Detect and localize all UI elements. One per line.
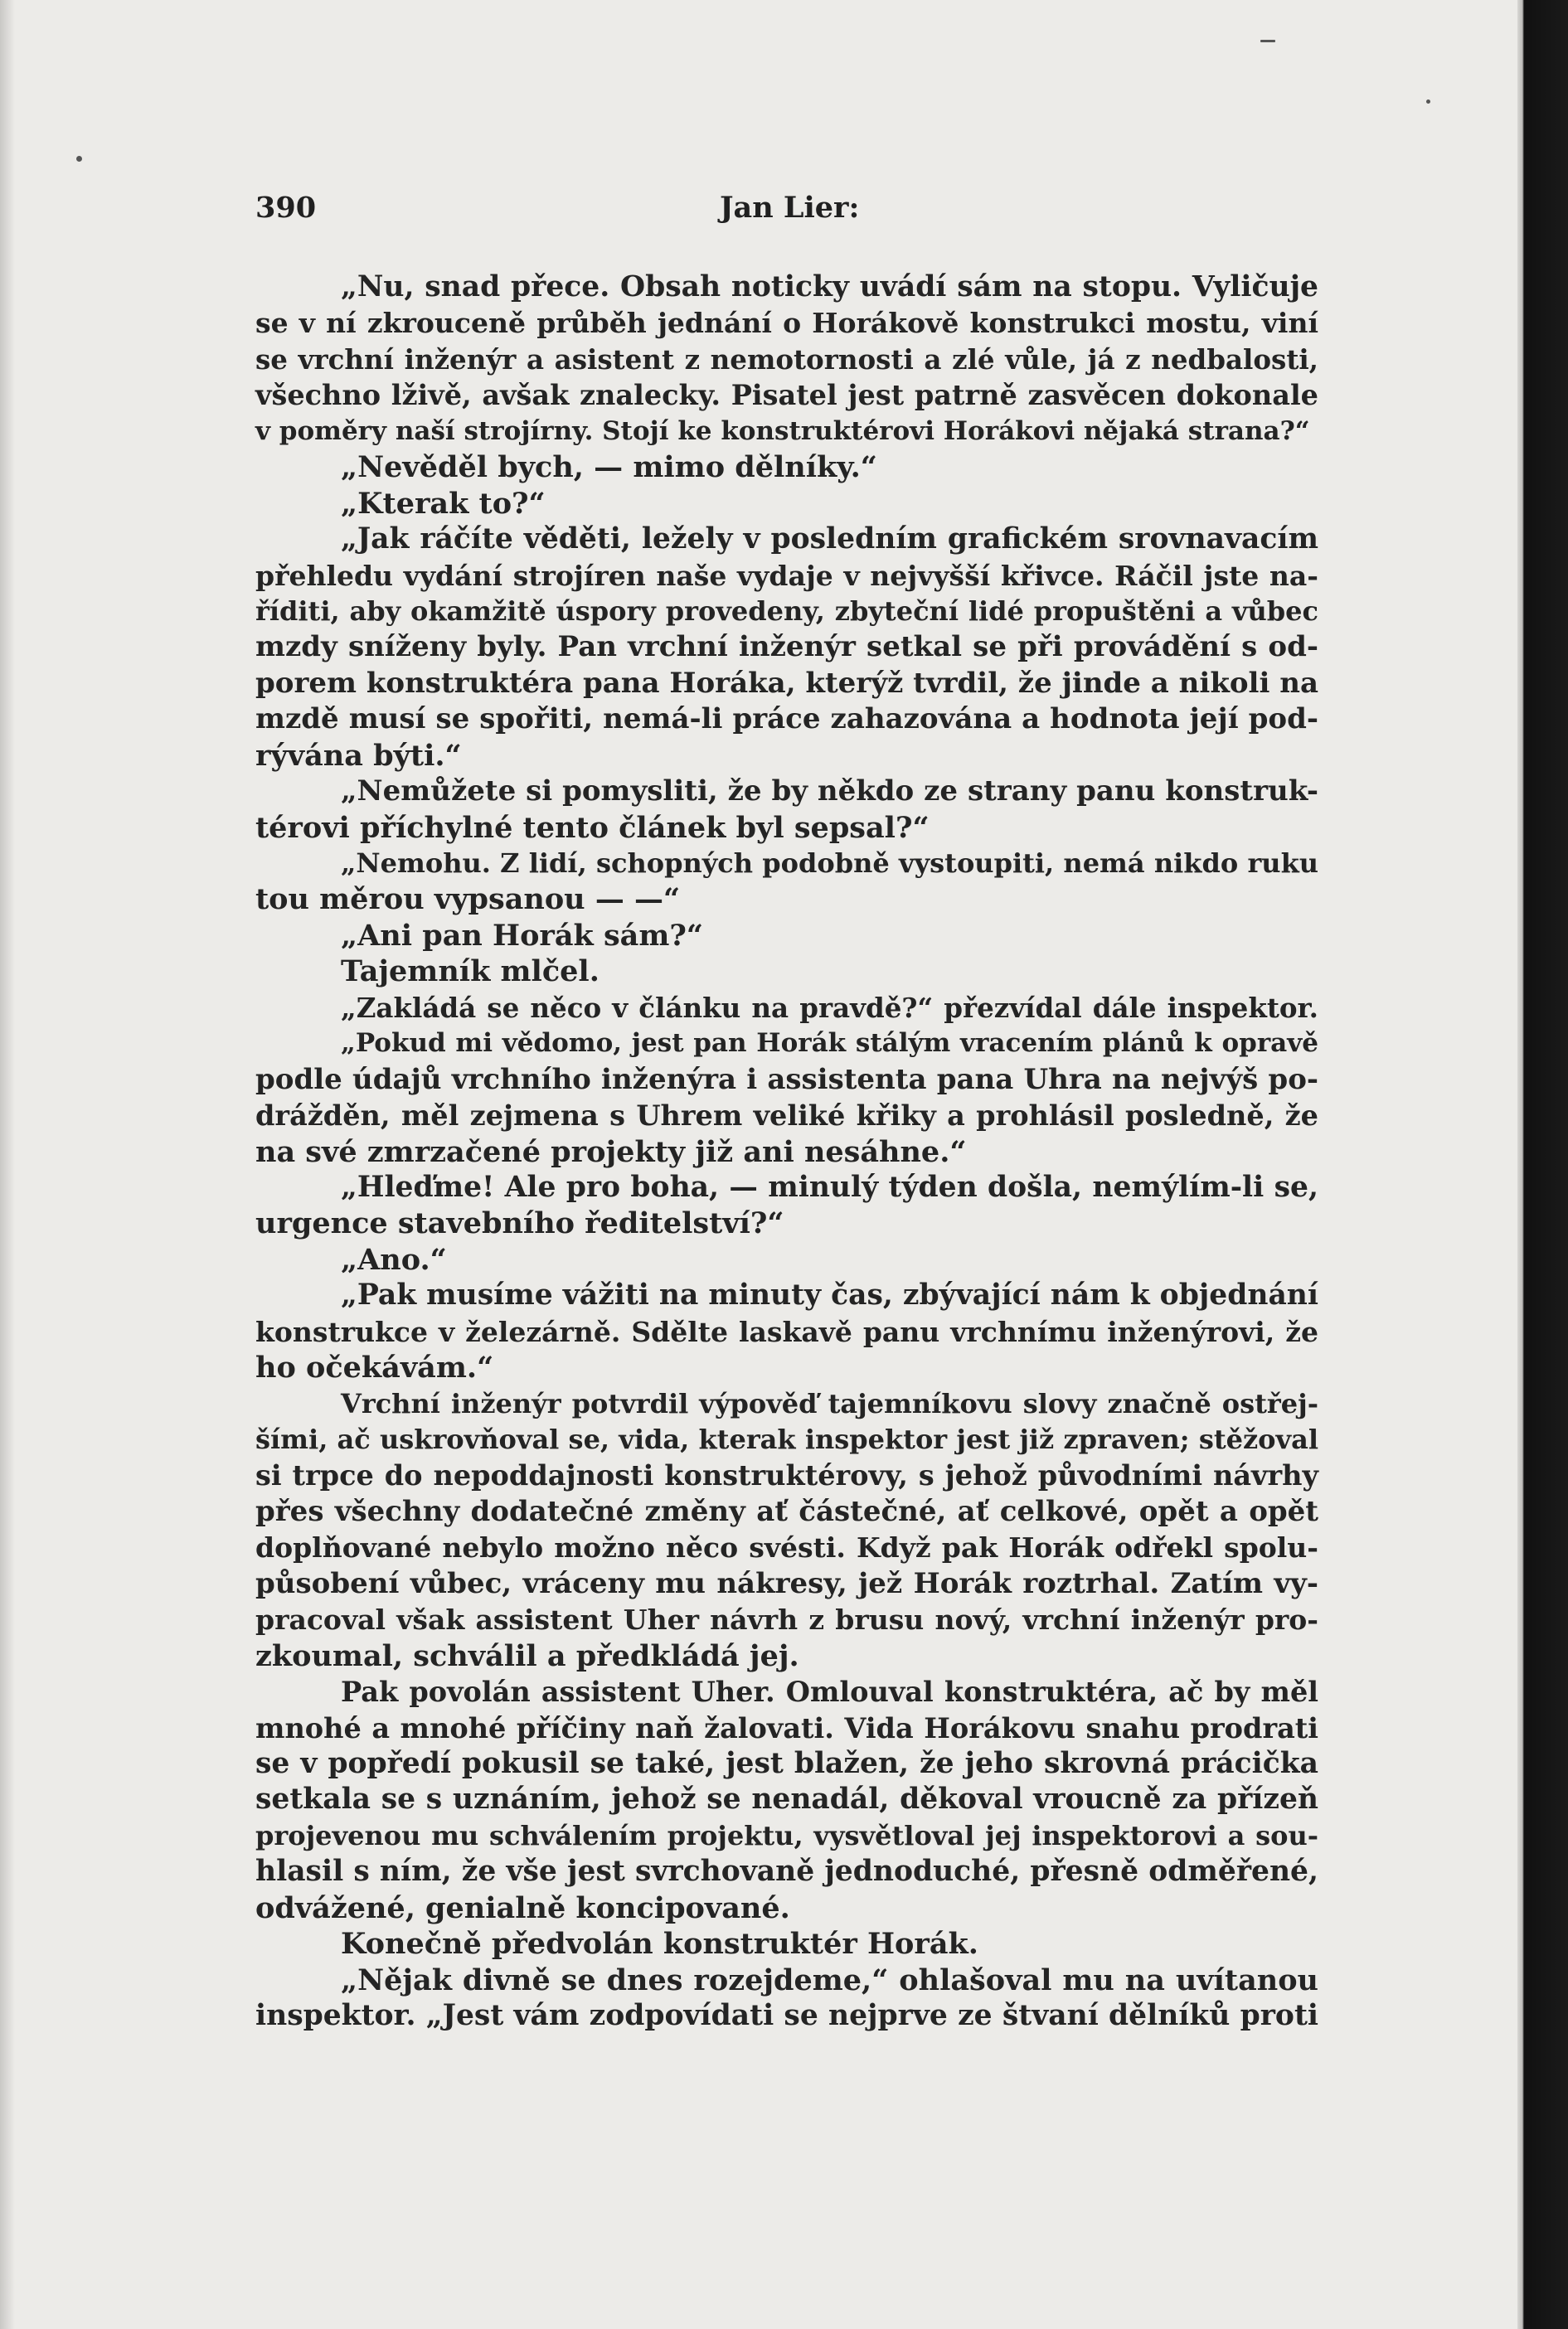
text-line: Pak povolán assistent Uher. Omlouval konstruktéra, ač by měl xyxy=(341,1676,1318,1709)
text-line: „Zakládá se něco v článku na pravdě?“ přezvídal dále inspektor. xyxy=(341,991,1318,1024)
running-head: Jan Lier: xyxy=(720,191,860,225)
body-text xyxy=(255,269,1318,2034)
text-line: projevenou mu schválením projektu, vysvětloval jej inspektorovi a sou- xyxy=(255,1819,1318,1851)
text-line: „Kterak to?“ xyxy=(341,486,546,521)
text-line: mnohé a mnohé příčiny naň žalovati. Vida Horákovu snahu prodrati xyxy=(255,1711,1318,1744)
text-line: se vrchní inženýr a asistent z nemotornosti a zlé vůle, já z nedbalosti, xyxy=(255,342,1318,376)
text-line: rývána býti.“ xyxy=(255,738,462,773)
text-line: se v popředí pokusil se také, jest blažen, že jeho skrovná prácička xyxy=(255,1746,1318,1780)
text-line: si trpce do nepoddajnosti konstruktérovy, s jehož původními návrhy xyxy=(255,1459,1318,1492)
text-line: „Hleďme! Ale pro boha, — minulý týden došla, nemýlím-li se, xyxy=(341,1170,1318,1204)
text-line: „Nevěděl bych, — mimo dělníky.“ xyxy=(341,450,877,485)
text-line: „Pak musíme vážiti na minuty čas, zbývající nám k objednání xyxy=(341,1279,1318,1312)
text-line: říditi, aby okamžitě úspory provedeny, zbyteční lidé propuštěni a vůbec xyxy=(255,594,1318,627)
text-line: ho očekávám.“ xyxy=(255,1351,494,1385)
text-line: tou měrou vypsanou — —“ xyxy=(255,882,681,917)
text-line: konstrukce v železárně. Sdělte laskavě panu vrchnímu inženýrovi, že xyxy=(255,1315,1318,1348)
text-line: setkala se s uznáním, jehož se nenadál, děkoval vroucně za přízeň xyxy=(255,1783,1318,1817)
text-line: v poměry naší strojírny. Stojí ke konstruktérovi Horákovi nějaká strana?“ xyxy=(255,415,1310,446)
scan-speck xyxy=(1426,99,1430,104)
text-line: mzdy sníženy byly. Pan vrchní inženýr setkal se při provádění s od- xyxy=(255,630,1318,664)
text-line: se v ní zkrouceně průběh jednání o Horákově konstrukci mostu, viní xyxy=(255,307,1318,340)
text-line: odvážené, genialně koncipované. xyxy=(255,1890,790,1925)
text-line: všechno lživě, avšak znalecky. Pisatel jest patrně zasvěcen dokonale xyxy=(255,379,1318,412)
text-line: inspektor. „Jest vám zodpovídati se nejprve ze štvaní dělníků proti xyxy=(255,1999,1318,2032)
scan-edge-shadow xyxy=(0,0,15,2329)
text-line: Tajemník mlčel. xyxy=(341,954,600,989)
scan-speck xyxy=(1260,40,1275,42)
text-line: „Pokud mi vědomo, jest pan Horák stálým vracením plánů k opravě xyxy=(341,1028,1318,1059)
text-line: „Nemůžete si pomysliti, že by někdo ze strany panu konstruk- xyxy=(341,774,1318,808)
text-line: doplňované nebylo možno něco svésti. Když pak Horák odřekl spolu- xyxy=(255,1531,1318,1565)
text-line: šími, ač uskrovňoval se, vida, kterak inspektor jest již zpraven; stěžoval xyxy=(255,1424,1318,1455)
text-line: přehledu vydání strojíren naše vydaje v nejvyšší křivce. Ráčil jste na- xyxy=(255,559,1318,592)
page-number: 390 xyxy=(255,191,317,225)
text-line: „Jak ráčíte věděti, ležely v posledním grafickém srovnavacím xyxy=(341,522,1318,556)
text-line: na své zmrzačené projekty již ani nesáhne.“ xyxy=(255,1134,967,1169)
text-line: Vrchní inženýr potvrdil výpověď tajemníkovu slovy značně ostřej- xyxy=(341,1387,1318,1419)
text-line: hlasil s ním, že vše jest svrchovaně jednoduché, přesně odměřené, xyxy=(255,1855,1318,1889)
text-line: „Nemohu. Z lidí, schopných podobně vystoupiti, nemá nikdo ruku xyxy=(341,847,1318,879)
text-line: pracoval však assistent Uher návrh z brusu nový, vrchní inženýr pro- xyxy=(255,1604,1318,1637)
text-line: drážděn, měl zejmena s Uhrem veliké křiky a prohlásil posledně, že xyxy=(255,1099,1318,1133)
scan-speck xyxy=(76,156,82,162)
text-line: působení vůbec, vráceny mu nákresy, jež Horák roztrhal. Zatím vy- xyxy=(255,1566,1318,1600)
text-line: podle údajů vrchního inženýra i assistenta pana Uhra na nejvýš po- xyxy=(255,1062,1318,1096)
text-line: urgence stavebního ředitelství?“ xyxy=(255,1206,784,1241)
text-line: Konečně předvolán konstruktér Horák. xyxy=(341,1927,978,1962)
text-line: mzdě musí se spořiti, nemá-li práce zahazována a hodnota její pod- xyxy=(255,702,1318,736)
text-line: „Nějak divně se dnes rozejdeme,“ ohlašoval mu na uvítanou xyxy=(341,1963,1318,1997)
text-line: porem konstruktéra pana Horáka, kterýž tvrdil, že jinde a nikoli na xyxy=(255,666,1318,700)
text-line: zkoumal, schválil a předkládá jej. xyxy=(255,1638,799,1673)
text-line: térovi příchylné tento článek byl sepsal?“ xyxy=(255,810,930,845)
book-binding-edge xyxy=(1517,0,1568,2329)
page-header xyxy=(255,191,1317,232)
text-line: „Ani pan Horák sám?“ xyxy=(341,918,704,953)
text-line: přes všechny dodatečné změny ať částečné, ať celkové, opět a opět xyxy=(255,1494,1318,1528)
text-line: „Ano.“ xyxy=(341,1242,447,1277)
text-line: „Nu, snad přece. Obsah noticky uvádí sám na stopu. Vyličuje xyxy=(341,270,1318,303)
